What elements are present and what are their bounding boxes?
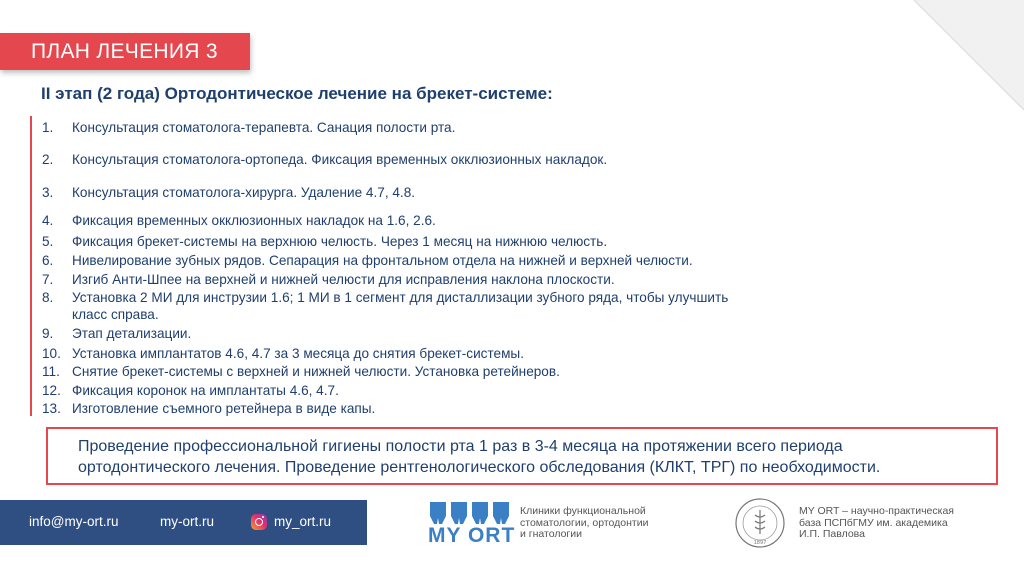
svg-text:1897: 1897	[753, 540, 767, 546]
email-link[interactable]: info@my-ort.ru	[29, 514, 119, 529]
note-line-1: Проведение профессиональной гигиены полости рта 1 раз в 3-4 месяца на протяжении всего периода	[78, 438, 843, 455]
university-seal-icon	[729, 497, 791, 549]
footer-contact-bar	[0, 500, 367, 545]
website-link[interactable]: my-ort.ru	[160, 514, 214, 529]
title-bar	[0, 33, 250, 70]
teeth-icon	[428, 498, 518, 526]
hygiene-note-box	[46, 427, 998, 485]
left-accent-rule	[30, 116, 32, 416]
note-line-2: ортодонтического лечения. Проведение рентгенологического обследования (КЛКТ, ТРГ) по необходимости.	[78, 459, 881, 476]
university-description: MY ORT – научно-практическая база ПСПбГМУ им. академика И.П. Павлова	[799, 505, 954, 540]
corner-decoration	[914, 0, 1024, 110]
page-title: ПЛАН ЛЕЧЕНИЯ 3	[31, 40, 218, 63]
my-ort-logo	[428, 498, 518, 546]
clinic-description: Клиники функциональной стоматологии, ортодонтии и гнатологии	[520, 505, 649, 540]
stage-heading: II этап (2 года) Ортодонтическое лечение на брекет-системе:	[41, 84, 553, 103]
brand-name: MY ORT	[428, 524, 516, 547]
instagram-link[interactable]: my_ort.ru	[274, 514, 332, 529]
instagram-icon	[251, 514, 267, 530]
